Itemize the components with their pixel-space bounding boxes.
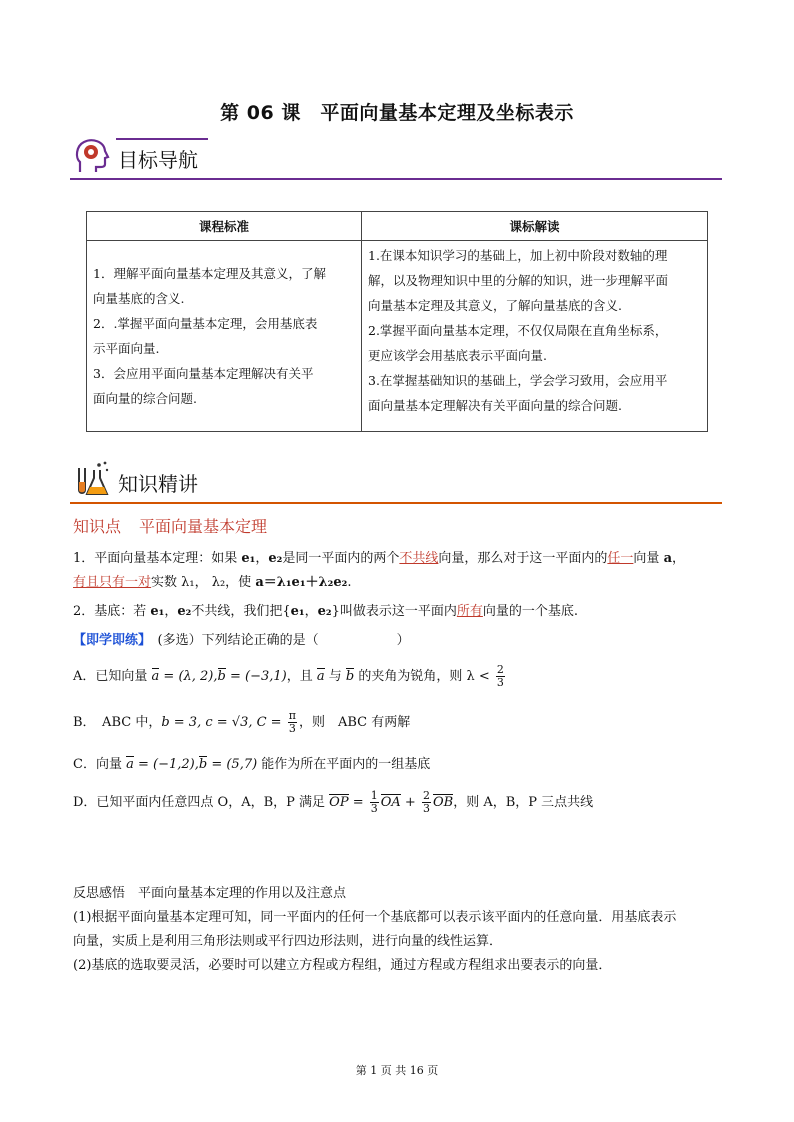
fraction	[496, 664, 505, 689]
text: B． ABC 中，	[73, 715, 162, 730]
vector-e2: e₂	[317, 604, 332, 619]
vector-a: a	[151, 669, 160, 684]
section-top-line	[116, 138, 208, 140]
section-label-knowledge: 知识精讲	[118, 472, 198, 496]
denominator: 3	[370, 802, 378, 815]
text: 1．平面向量基本定理：如果	[73, 551, 242, 566]
option-c	[73, 753, 430, 772]
highlight-all: 所有	[456, 604, 483, 619]
theorem-paragraph	[73, 549, 685, 569]
denominator: 3	[496, 676, 504, 689]
math: = (λ, 2),	[159, 669, 218, 684]
reflection-block	[73, 882, 729, 978]
vector-b: b	[345, 669, 355, 684]
cell-line: 解，以及物理知识中里的分解的知识，进一步理解平面	[368, 273, 669, 288]
vector-e2: e₂	[268, 551, 283, 566]
fraction	[422, 790, 431, 815]
vector-e2: e₂	[177, 604, 192, 619]
cell-line: 更应该学会用基底表示平面向量.	[368, 348, 547, 363]
vector-op: OP	[329, 795, 349, 810]
denominator: 3	[288, 722, 296, 735]
fraction	[288, 710, 297, 735]
section-divider-goals	[70, 178, 722, 180]
text: 实数 λ₁， λ₂，使	[151, 575, 256, 590]
basis-paragraph	[73, 602, 578, 622]
text: 向量	[633, 551, 664, 566]
numerator: 2	[422, 789, 430, 802]
text: 向量的一个基底.	[482, 604, 579, 619]
lab-flask-icon	[72, 460, 112, 500]
text: +	[400, 795, 420, 810]
vector-b: b	[217, 669, 226, 684]
cell-line: 面向量基本定理解决有关平面向量的综合问题.	[368, 398, 622, 413]
text: D．已知平面内任意四点 O，A，B，P 满足	[73, 795, 330, 810]
text: ，	[672, 551, 686, 566]
text: =	[348, 795, 368, 810]
numerator: π	[288, 709, 296, 722]
text: }叫做表示这一平面内	[331, 604, 457, 619]
vector-e1: e₁	[150, 604, 165, 619]
text: 2．基底：若	[73, 604, 151, 619]
text: A．已知向量	[73, 669, 152, 684]
practice-prompt	[73, 631, 410, 651]
curriculum-table	[86, 211, 708, 432]
cell-line: 3.在掌握基础知识的基础上，学会学习致用，会应用平	[368, 373, 668, 388]
cell-line: 向量基本定理及其意义，了解向量基底的含义.	[368, 298, 622, 313]
vector-a: a	[126, 757, 134, 772]
practice-tag: 【即学即练】	[73, 633, 145, 648]
numerator: 2	[496, 663, 504, 676]
vector-b: b	[198, 757, 208, 772]
knowledge-point-title	[73, 514, 285, 537]
table-cell-standard	[87, 241, 362, 432]
text: ，则 ABC 有两解	[298, 715, 411, 730]
fraction	[370, 790, 379, 815]
reflection-line: 向量，实质上是利用三角形法则或平行四边形法则，进行向量的线性运算．	[73, 934, 503, 949]
text: 是同一平面内的两个	[282, 551, 400, 566]
math: = (5,7)	[207, 757, 258, 772]
text: 的夹角为锐角，则 λ <	[354, 669, 494, 684]
math: = (−3,1)	[225, 669, 287, 684]
highlight-unique-pair: 有且只有一对	[73, 575, 152, 590]
numerator: 1	[370, 789, 378, 802]
math: b = 3, c = √3, C =	[161, 715, 286, 730]
practice-text: (多选）下列结论正确的是（ ）	[144, 633, 410, 648]
cell-line: 1．理解平面向量基本定理及其意义，了解	[93, 266, 326, 281]
text: 与	[324, 669, 346, 684]
section-label-goals: 目标导航	[118, 148, 198, 172]
text: .	[347, 575, 352, 590]
cell-line: 2.掌握平面向量基本定理，不仅仅局限在直角坐标系，	[368, 323, 668, 338]
cell-line: 示平面向量.	[93, 341, 160, 356]
cell-line: 面向量的综合问题.	[93, 391, 197, 406]
page-footer: 第 1 页 共 16 页	[355, 1064, 439, 1077]
text: ，则 A，B，P 三点共线	[453, 795, 594, 810]
table-header-standard: 课程标准	[87, 212, 362, 241]
vector-e1: e₁	[290, 604, 305, 619]
option-b	[73, 710, 410, 735]
vector-a: a	[663, 551, 672, 566]
reflection-title: 反思感悟 平面向量基本定理的作用以及注意点	[73, 886, 347, 901]
vector-oa: OA	[380, 795, 401, 810]
vector-ob: OB	[432, 795, 454, 810]
page-title: 第 06 课 平面向量基本定理及坐标表示	[220, 102, 574, 124]
cell-line: 3．会应用平面向量基本定理解决有关平	[93, 366, 314, 381]
theorem-paragraph-cont	[73, 573, 351, 593]
text: ，	[255, 551, 269, 566]
denominator: 3	[422, 802, 430, 815]
text: ，	[164, 604, 178, 619]
reflection-line: (1)根据平面向量基本定理可知，同一平面内的任何一个基底都可以表示该平面内的任意向量．用基底表示	[73, 910, 677, 925]
math: = (−1,2),	[133, 757, 199, 772]
text: 不共线，我们把{	[191, 604, 291, 619]
text: ，且	[286, 669, 317, 684]
reflection-line: (2)基底的选取要灵活，必要时可以建立方程或方程组，通过方程或方程组求出要表示的向量．	[73, 958, 612, 973]
vector-a: a	[316, 669, 325, 684]
table-cell-interpretation	[362, 241, 708, 432]
section-header-knowledge	[70, 460, 722, 504]
cell-line: 2．.掌握平面向量基本定理，会用基底表	[93, 316, 318, 331]
highlight-noncollinear: 不共线	[399, 551, 439, 566]
brain-head-icon	[72, 136, 112, 176]
table-header-row	[87, 212, 708, 241]
table-row	[87, 241, 708, 432]
knowledge-point-name: 平面向量基本定理	[139, 517, 268, 536]
section-header-goals	[70, 136, 722, 180]
text: 能作为所在平面内的一组基底	[257, 757, 431, 772]
highlight-any: 任一	[607, 551, 634, 566]
section-divider-knowledge	[70, 502, 722, 504]
knowledge-point-tag: 知识点	[73, 517, 122, 536]
vector-e1: e₁	[241, 551, 256, 566]
option-d	[73, 790, 593, 815]
option-a	[73, 664, 507, 689]
text: ，	[304, 604, 318, 619]
text: C．向量	[73, 757, 127, 772]
cell-line: 1.在课本知识学习的基础上，加上初中阶段对数轴的理	[368, 248, 668, 263]
theorem-formula: a＝λ₁e₁＋λ₂e₂	[255, 575, 348, 590]
table-header-interpretation: 课标解读	[362, 212, 708, 241]
text: 向量，那么对于这一平面内的	[438, 551, 608, 566]
cell-line: 向量基底的含义.	[93, 291, 185, 306]
